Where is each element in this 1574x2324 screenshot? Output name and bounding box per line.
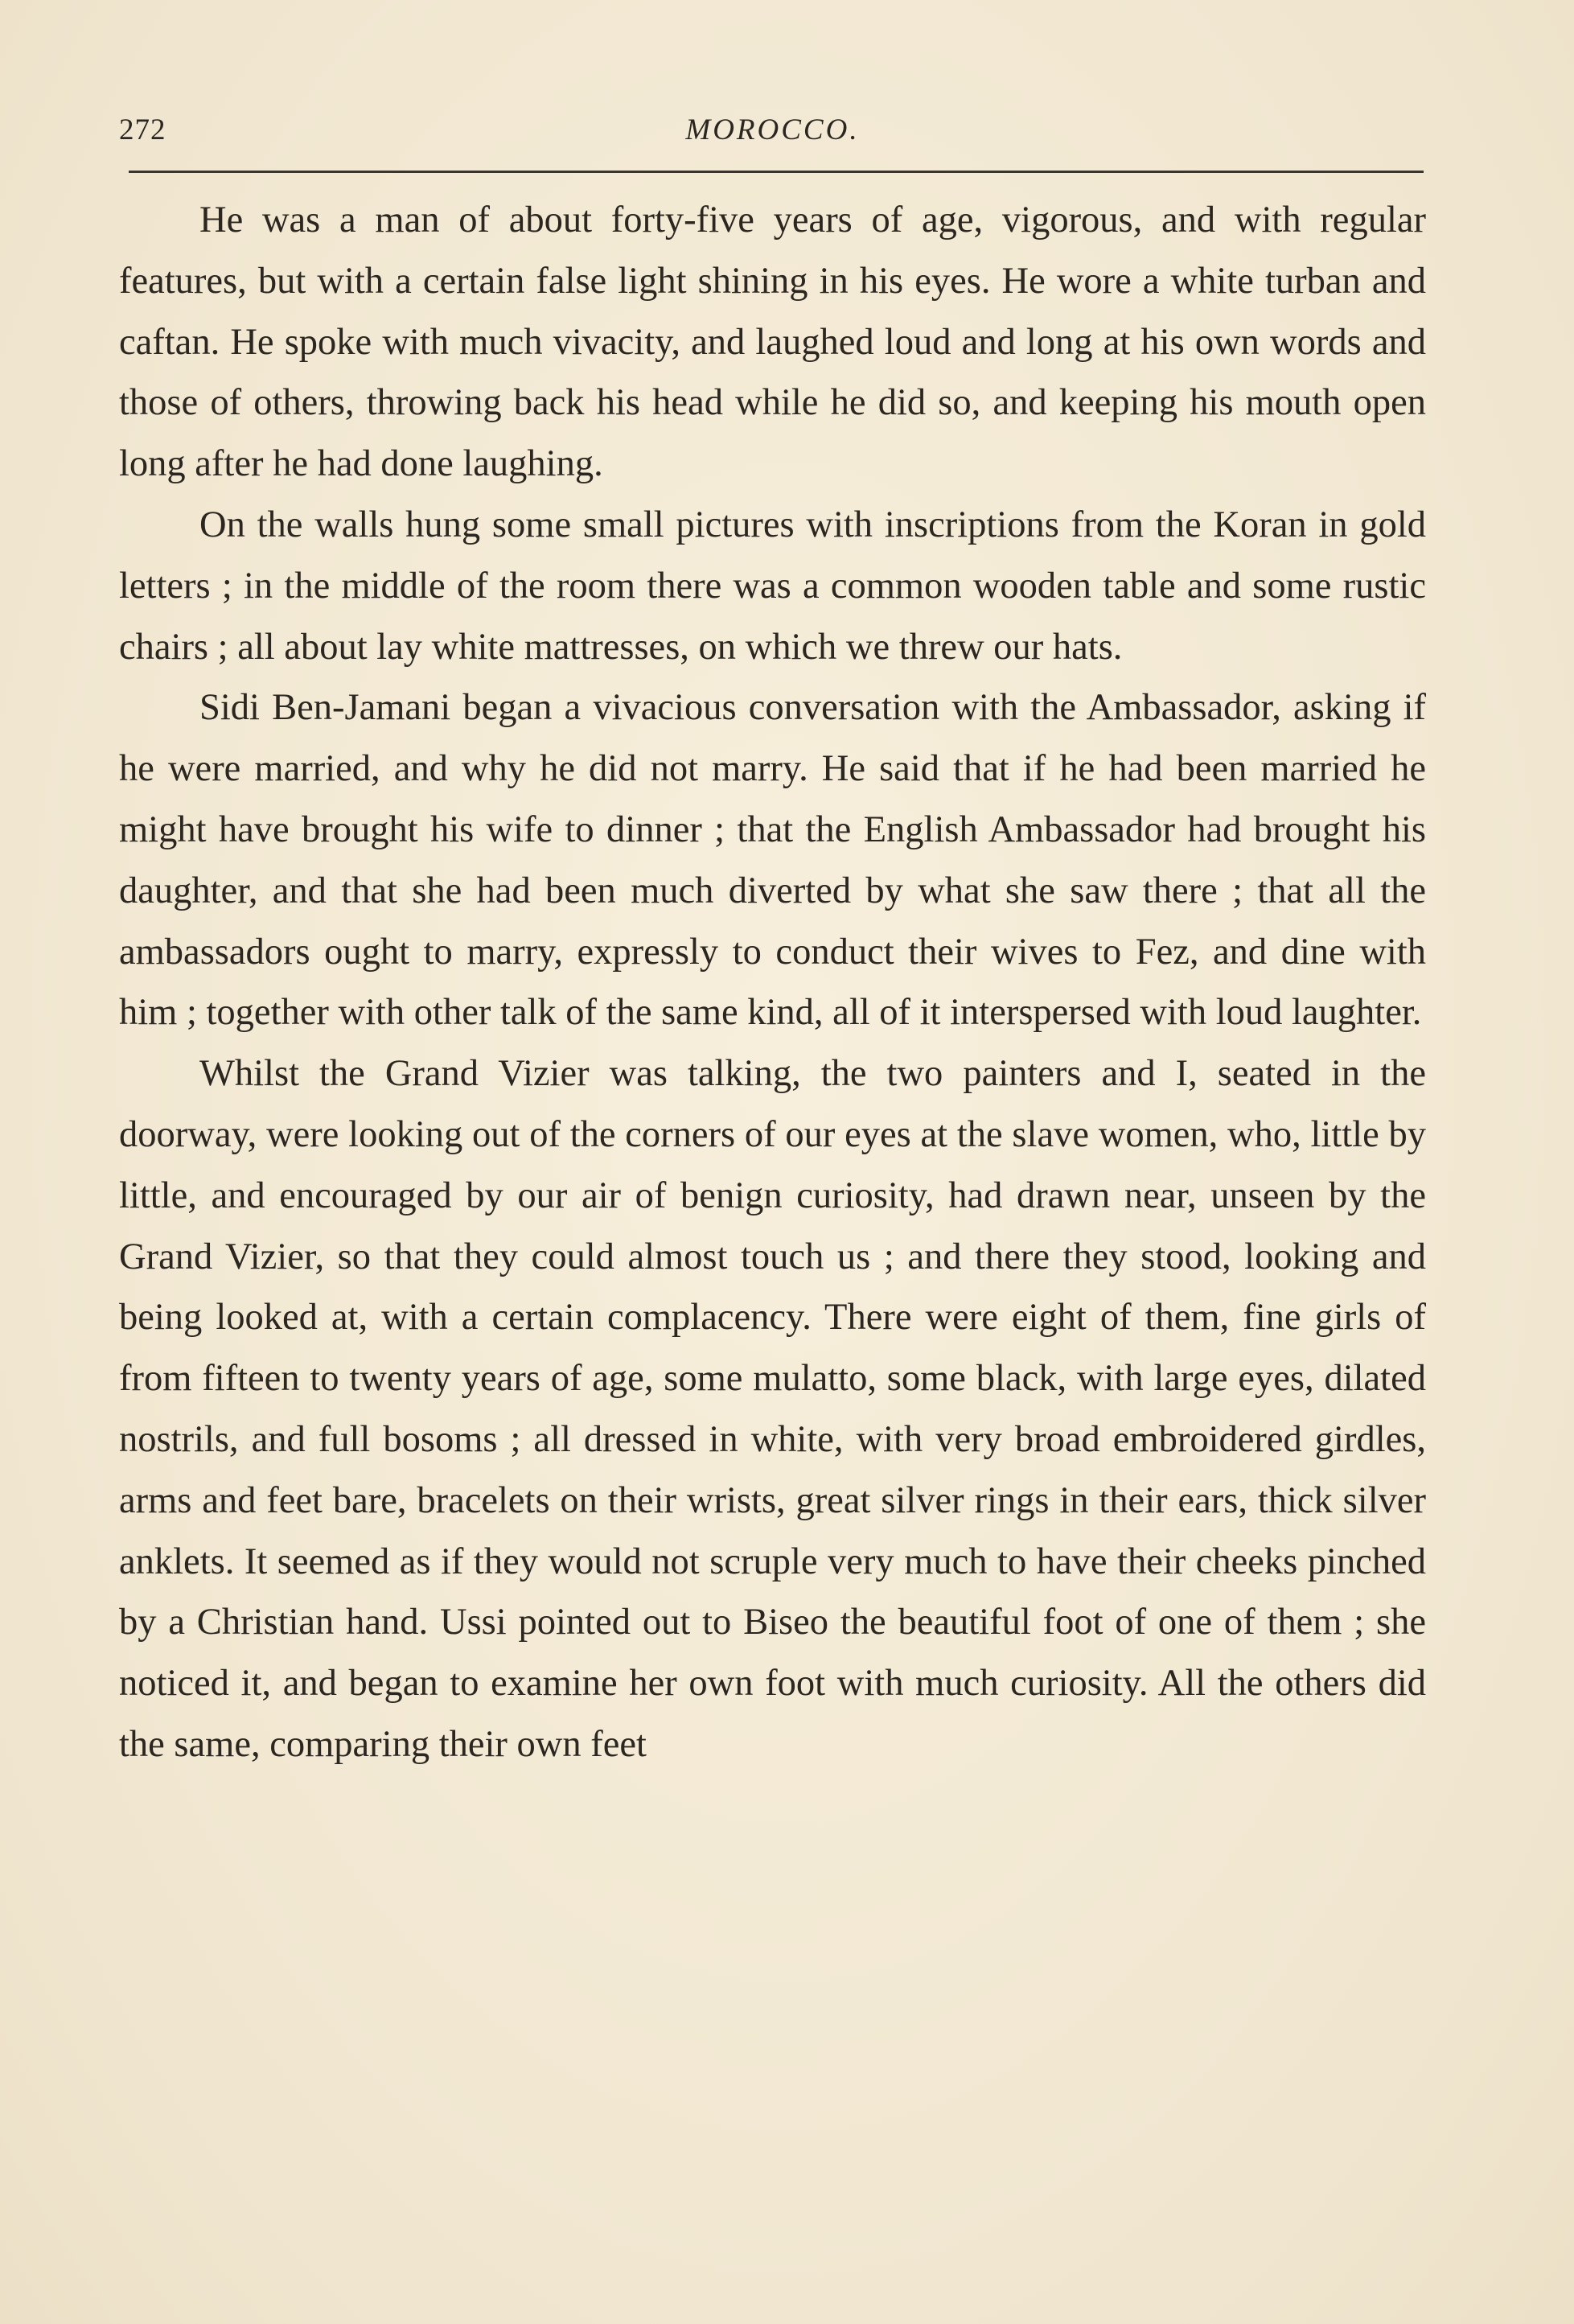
body-text bbox=[119, 190, 1426, 1775]
page-number: 272 bbox=[119, 113, 166, 146]
page-header bbox=[119, 113, 1426, 161]
paragraph-3: Sidi Ben-Jamani began a vivacious conversation with the Ambassador, asking if he were married, and why he did not marry. He said that if he had been married he might have brought his wife to dinner ; that the English Ambassador had brought his daughter, and that she had been much diverted by what she saw there ; that all the ambassadors ought to marry, expressly to conduct their wives to Fez, and dine with him ; together with other talk of the same kind, all of it interspersed with loud laughter. bbox=[119, 687, 1426, 1034]
paragraph-2: On the walls hung some small pictures with inscriptions from the Koran in gold letters ; in the middle of the room there was a common wooden table and some rustic chairs ; all about lay white mattresses, on which we threw our hats. bbox=[119, 504, 1426, 668]
paragraph-1: He was a man of about forty-five years of age, vigorous, and with regular features, but with a certain false light shining in his eyes. He wore a white turban and caftan. He spoke with much vivacity, and laughed loud and long at his own words and those of others, throwing back his head while he did so, and keeping his mouth open long after he had done laughing. bbox=[119, 199, 1426, 485]
running-title: MOROCCO. bbox=[685, 113, 860, 146]
header-rule bbox=[129, 171, 1424, 173]
paragraph-4: Whilst the Grand Vizier was talking, the two painters and I, seated in the doorway, were looking out of the corners of our eyes at the slave women, who, little by little, and encouraged by our air of benign curiosity, had drawn near, unseen by the Grand Vizier, so that they could almost touch us ; and there they stood, looking and being looked at, with a certain complacency. There were eight of them, fine girls of from fifteen to twenty years of age, some mulatto, some black, with large eyes, dilated nostrils, and full bosoms ; all dressed in white, with very broad embroidered girdles, arms and feet bare, bracelets on their wrists, great silver rings in their ears, thick silver anklets. It seemed as if they would not scruple very much to have their cheeks pinched by a Christian hand. Ussi pointed out to Biseo the beautiful foot of one of them ; she noticed it, and began to examine her own foot with much curiosity. All the others did the same, comparing their own feet bbox=[119, 1053, 1426, 1765]
